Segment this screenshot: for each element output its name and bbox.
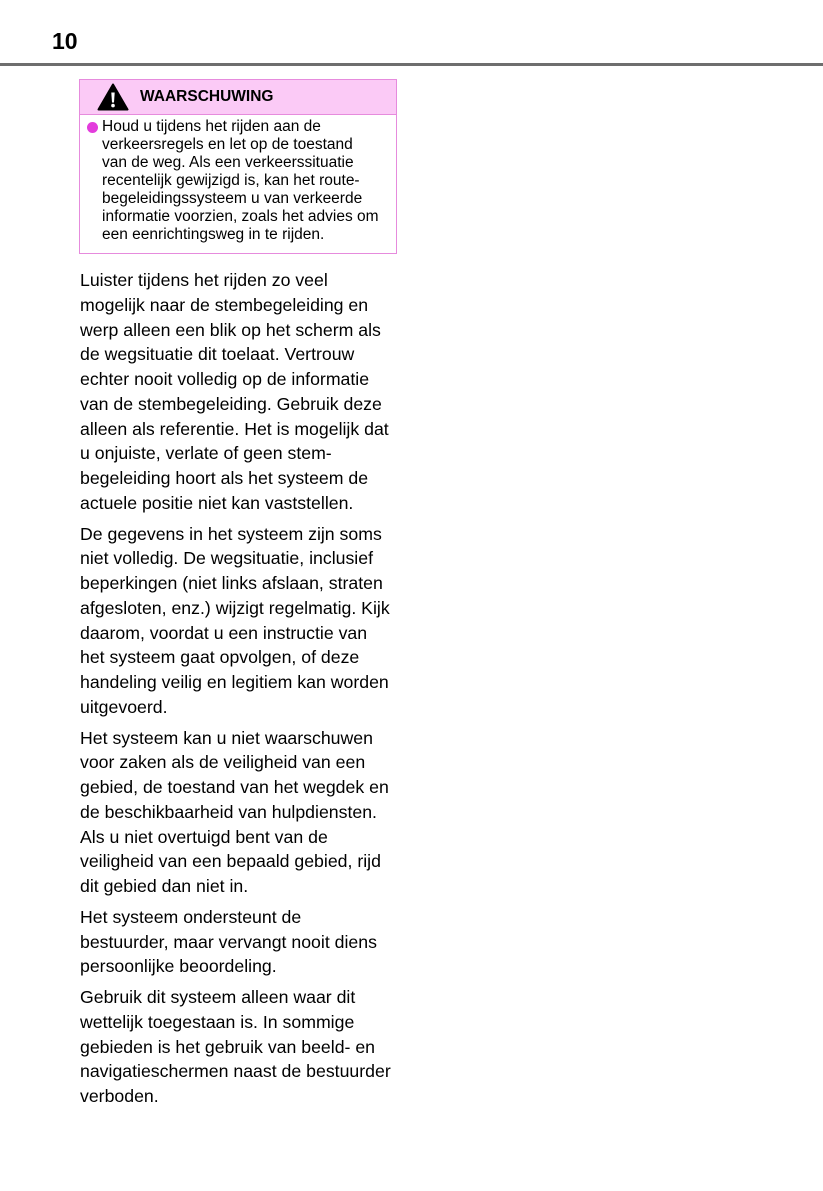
- body-paragraph: [80, 985, 410, 1109]
- paragraph-line: gebied, de toestand van het wegdek en: [80, 777, 389, 797]
- paragraph-line: wettelijk toegestaan is. In sommige: [80, 1011, 355, 1032]
- paragraph-line: actuele positie niet kan vaststellen.: [80, 492, 354, 513]
- paragraph-line: Gebruik dit systeem alleen waar dit: [80, 987, 356, 1007]
- paragraph-line: Het systeem ondersteunt de: [80, 906, 302, 927]
- paragraph-line: gebieden is het gebruik van beeld- en: [80, 1036, 376, 1057]
- paragraph-line: Het systeem kan u niet waarschuwen: [80, 727, 373, 748]
- header-rule: [0, 63, 823, 66]
- warning-header: [80, 80, 396, 115]
- paragraph-line: mogelijk naar de stembegeleiding en: [80, 294, 369, 315]
- paragraph-line: de beschikbaarheid van hulpdiensten.: [80, 801, 377, 822]
- page-number: 10: [52, 28, 78, 54]
- body-paragraph: [80, 268, 410, 516]
- warning-item: [102, 118, 388, 244]
- paragraph-line: veiligheid van een bepaald gebied, rijd: [80, 851, 381, 872]
- warning-text-line: Houd u tijdens het rijden aan de: [102, 118, 321, 135]
- paragraph-line: de wegsituatie dit toelaat. Vertrouw: [80, 344, 355, 365]
- paragraph-line: echter nooit volledig op de informatie: [80, 369, 370, 389]
- paragraph-line: u onjuiste, verlate of geen stem-: [80, 443, 332, 464]
- bullet-circle-icon: [87, 122, 98, 133]
- warning-triangle-icon: [97, 83, 129, 111]
- paragraph-line: handeling veilig en legitiem kan worden: [80, 672, 389, 692]
- warning-text-line: recentelijk gewijzigd is, kan het route-: [102, 172, 360, 189]
- body-paragraph: [80, 905, 410, 979]
- body-paragraph: [80, 522, 410, 720]
- paragraph-line: van de stembegeleiding. Gebruik deze: [80, 393, 382, 414]
- warning-text-line: informatie voorzien, zoals het advies om: [102, 208, 379, 225]
- body-paragraph: [80, 726, 410, 899]
- paragraph-line: niet volledig. De wegsituatie, inclusief: [80, 548, 373, 569]
- main-text: [80, 268, 410, 1115]
- paragraph-line: afgesloten, enz.) wijzigt regelmatig. Kijk: [80, 597, 390, 618]
- warning-box: [79, 79, 397, 254]
- paragraph-line: beperkingen (niet links afslaan, straten: [80, 573, 383, 593]
- paragraph-line: dit gebied dan niet in.: [80, 876, 249, 896]
- paragraph-line: bestuurder, maar vervangt nooit diens: [80, 931, 377, 952]
- warning-title: WAARSCHUWING: [140, 88, 274, 105]
- paragraph-line: alleen als referentie. Het is mogelijk dat: [80, 418, 389, 439]
- warning-body: [80, 115, 396, 253]
- paragraph-line: uitgevoerd.: [80, 696, 168, 717]
- warning-text-line: begeleidingssysteem u van verkeerde: [102, 190, 363, 207]
- warning-text-line: een eenrichtingsweg in te rijden.: [102, 226, 325, 243]
- paragraph-line: daarom, voordat u een instructie van: [80, 622, 368, 643]
- paragraph-line: begeleiding hoort als het systeem de: [80, 468, 369, 488]
- paragraph-line: Als u niet overtuigd bent van de: [80, 826, 328, 847]
- paragraph-line: De gegevens in het systeem zijn soms: [80, 523, 382, 544]
- paragraph-line: voor zaken als de veiligheid van een: [80, 752, 366, 773]
- warning-text-line: van de weg. Als een verkeerssituatie: [102, 154, 354, 171]
- paragraph-line: werp alleen een blik op het scherm als: [80, 319, 381, 340]
- paragraph-line: persoonlijke beoordeling.: [80, 956, 277, 977]
- warning-text-line: verkeersregels en let op de toestand: [102, 136, 353, 153]
- paragraph-line: verboden.: [80, 1086, 159, 1106]
- paragraph-line: navigatieschermen naast de bestuurder: [80, 1061, 391, 1082]
- paragraph-line: het systeem gaat opvolgen, of deze: [80, 647, 360, 668]
- paragraph-line: Luister tijdens het rijden zo veel: [80, 270, 328, 290]
